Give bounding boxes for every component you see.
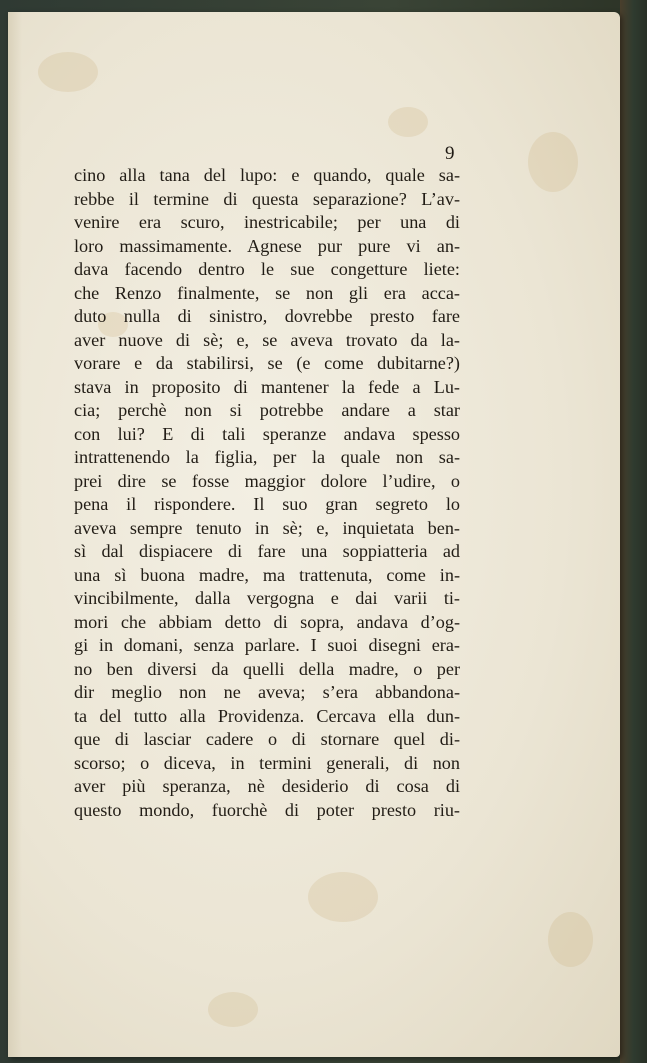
text-line: pena il rispondere. Il suo gran segreto lo [74, 494, 460, 514]
text-line: sì dal dispiacere di fare una soppiatteria ad [74, 541, 460, 561]
text-line: scorso; o diceva, in termini generali, di non [74, 752, 460, 773]
text-line: prei dire se fosse maggior dolore l’udire, o [74, 470, 460, 491]
foxing-stain [38, 52, 98, 92]
foxing-stain [528, 132, 578, 192]
text-line: vorare e da stabilirsi, se (e come dubitarne?) [74, 353, 460, 373]
text-line: venire era scuro, inestricabile; per una di [74, 212, 460, 232]
text-line: intrattenendo la figlia, per la quale non sa- [74, 447, 460, 467]
text-line: ta del tutto alla Providenza. Cercava ella dun- [74, 705, 460, 726]
foxing-stain [208, 992, 258, 1027]
text-line: duto nulla di sinistro, dovrebbe presto fare [74, 306, 460, 326]
text-line: aveva sempre tenuto in sè; e, inquietata ben- [74, 517, 460, 538]
text-line: dir meglio non ne aveva; s’era abbandona- [74, 682, 460, 702]
text-line: mori che abbiam detto di sopra, andava d’og- [74, 611, 460, 632]
text-line: con lui? E di tali speranze andava spesso [74, 423, 460, 444]
text-line: dava facendo dentro le sue congetture liete: [74, 259, 460, 279]
text-line: una sì buona madre, ma trattenuta, come in- [74, 564, 460, 585]
text-line: gi in domani, senza parlare. I suoi disegni era- [74, 635, 460, 655]
text-line: que di lasciar cadere o di stornare quel di- [74, 729, 460, 749]
text-line: che Renzo finalmente, se non gli era acca- [74, 282, 460, 303]
text-line: aver nuove di sè; e, se aveva trovato da la- [74, 329, 460, 350]
foxing-stain [548, 912, 593, 967]
body-text [74, 164, 460, 822]
text-line: questo mondo, fuorchè di poter presto riu- [74, 799, 460, 820]
text-line: vincibilmente, dalla vergogna e dai varii ti- [74, 588, 460, 608]
foxing-stain [308, 872, 378, 922]
page-gutter-shadow [8, 12, 22, 1057]
page-number: 9 [445, 143, 455, 164]
text-line: cino alla tana del lupo: e quando, quale sa- [74, 165, 460, 185]
text-line: cia; perchè non si potrebbe andare a star [74, 400, 460, 420]
text-line: rebbe il termine di questa separazione? L’av- [74, 188, 460, 209]
book-cover-edge [620, 0, 647, 1063]
text-line: loro massimamente. Agnese pur pure vi an- [74, 235, 460, 256]
text-line: no ben diversi da quelli della madre, o per [74, 658, 460, 679]
foxing-stain [388, 107, 428, 137]
text-line: stava in proposito di mantener la fede a Lu- [74, 376, 460, 397]
text-line: aver più speranza, nè desiderio di cosa di [74, 776, 460, 796]
